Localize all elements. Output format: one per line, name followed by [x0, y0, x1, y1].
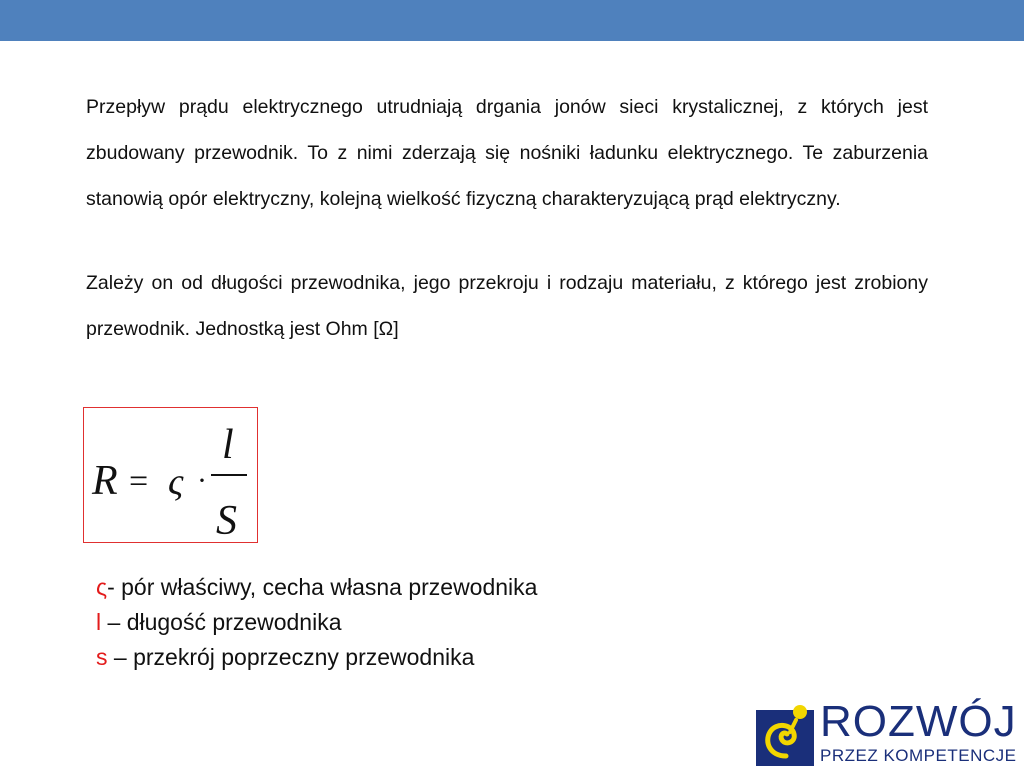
legend-symbol: s — [96, 644, 108, 670]
formula-rho: ς — [168, 461, 184, 503]
legend-row-cross-section — [96, 640, 537, 675]
paragraph-resistance-intro: Przepływ prądu elektrycznego utrudniają drgania jonów sieci krystalicznej, z których jest zbudowany przewodnik. To z nimi zderzają się nośniki ładunku elektrycznego. Te zaburzenia stanowią opór elektryczny, kolejną wielkość fizyczną charakteryzującą prąd elektryczny. — [86, 96, 928, 210]
legend-symbol: l — [96, 609, 102, 635]
paragraph-spacer — [86, 222, 928, 260]
legend-text: – przekrój poprzeczny przewodnika — [107, 644, 475, 670]
legend-symbol: ς — [96, 574, 108, 600]
formula-box — [83, 407, 258, 543]
formula-numerator: l — [222, 422, 234, 468]
paragraph-resistance-factors: Zależy on od długości przewodnika, jego przekroju i rodzaju materiału, z którego jest zrobiony przewodnik. Jednostką jest Ohm [Ω] — [86, 272, 928, 340]
rozwoj-logo — [756, 697, 1024, 768]
formula-lhs: R — [92, 458, 118, 504]
legend-row-length — [96, 605, 537, 640]
slide-content — [86, 84, 928, 352]
formula-equals: = — [129, 463, 149, 500]
spiral-figure-icon — [756, 702, 816, 766]
formula-denominator: S — [216, 498, 237, 544]
resistance-formula — [84, 408, 259, 544]
top-header-bar — [0, 0, 1024, 41]
legend-text: - pór właściwy, cecha własna przewodnika — [107, 574, 538, 600]
logo-sub-text: PRZEZ KOMPETENCJE — [820, 746, 1017, 765]
formula-dot: · — [197, 464, 207, 497]
legend-row-rho — [96, 570, 537, 605]
logo-main-text: ROZWÓJ — [820, 697, 1017, 746]
legend-text: – długość przewodnika — [101, 609, 342, 635]
symbol-legend — [96, 570, 537, 675]
